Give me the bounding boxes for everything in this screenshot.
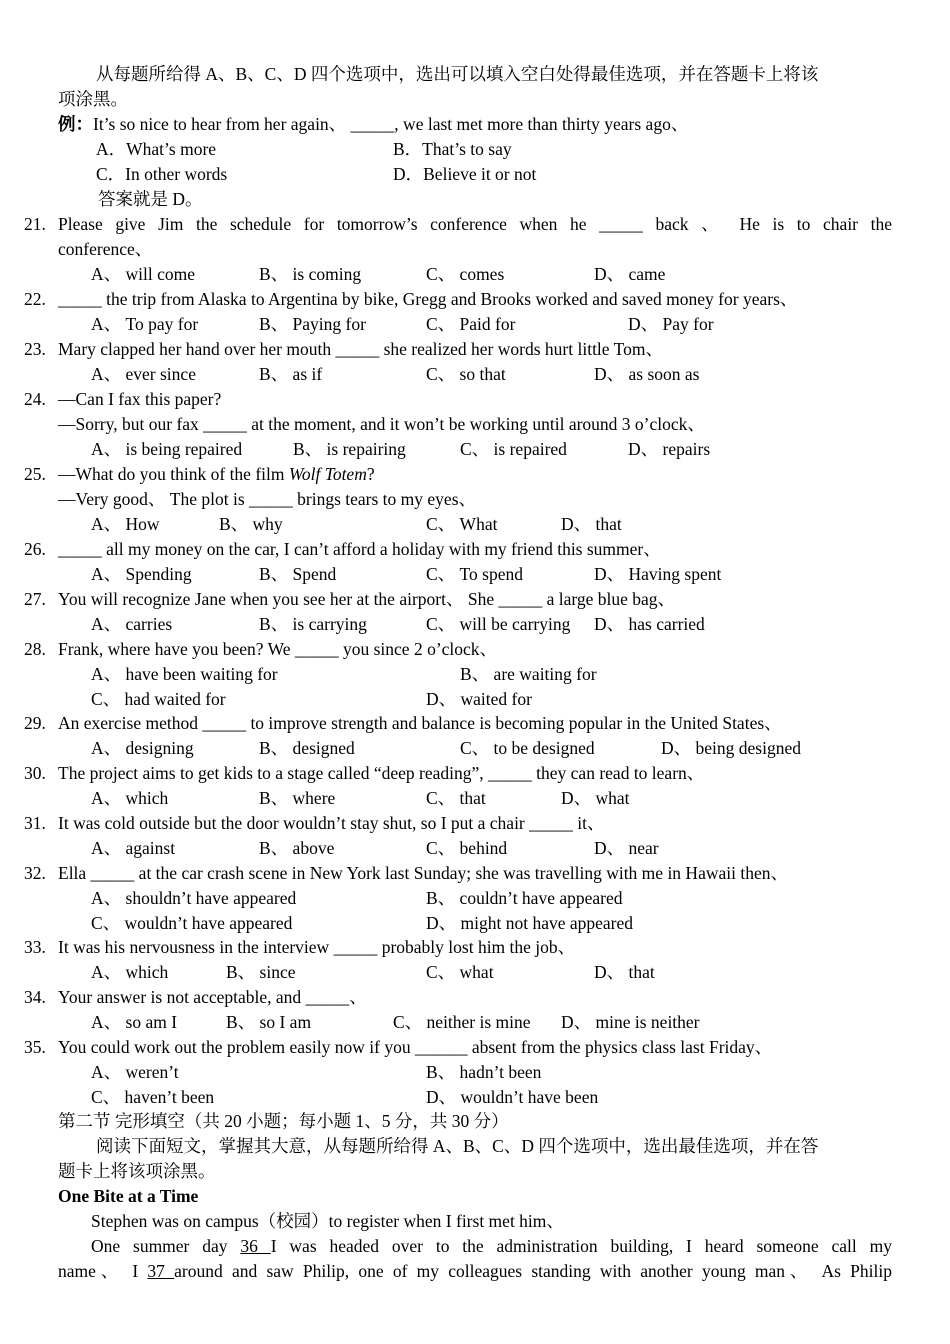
question-stem-cont: conference、 xyxy=(58,239,153,259)
option-b: B、 why xyxy=(219,514,283,534)
option-d: D、 Pay for xyxy=(628,314,714,334)
option-a: A、 shouldn’t have appeared xyxy=(91,888,297,908)
question-number: 31. xyxy=(24,813,46,833)
option-a: A、 have been waiting for xyxy=(91,664,278,684)
example-answer: 答案就是 D。 xyxy=(98,189,203,209)
question-stem: An exercise method _____ to improve strength and balance is becoming popular in the United States、 xyxy=(58,713,782,733)
option-b: B、 since xyxy=(226,962,296,982)
option-d: D、 waited for xyxy=(426,689,532,709)
option-a: A、 ever since xyxy=(91,364,196,384)
question-stem-cont: —Sorry, but our fax _____ at the moment, and it won’t be working until around 3 o’clock、 xyxy=(58,414,705,434)
passage-text: One summer day xyxy=(91,1236,228,1256)
question-number: 29. xyxy=(24,713,46,733)
passage-line-2 xyxy=(91,1234,892,1258)
option-b: B、 couldn’t have appeared xyxy=(426,888,623,908)
option-b: B、 hadn’t been xyxy=(426,1062,542,1082)
question-number: 35. xyxy=(24,1037,46,1057)
film-title: Wolf Totem xyxy=(288,464,367,484)
option-c: C、 will be carrying xyxy=(426,614,571,634)
option-b: B、 Paying for xyxy=(259,314,366,334)
option-a: A、 Spending xyxy=(91,564,192,584)
option-d: D、 wouldn’t have been xyxy=(426,1087,599,1107)
option-c: C、 Paid for xyxy=(426,314,516,334)
example-option-c: C．In other words xyxy=(96,164,228,184)
intro-line-2: 项涂黑。 xyxy=(58,89,128,109)
question-stem: Ella _____ at the car crash scene in New York last Sunday; she was travelling with me in Hawaii then、 xyxy=(58,863,788,883)
passage-text: name、 I xyxy=(58,1261,139,1281)
option-b: B、 is repairing xyxy=(293,439,406,459)
option-b: B、 is carrying xyxy=(259,614,367,634)
option-d: D、 near xyxy=(594,838,659,858)
section-heading: 第二节 完形填空（共 20 小题；每小题 1、5 分，共 30 分） xyxy=(58,1111,509,1131)
passage-text: around and saw Philip, one of my colleagues standing with another young man、 As Philip xyxy=(174,1261,892,1281)
option-d: D、 that xyxy=(594,962,655,982)
option-b: B、 designed xyxy=(259,738,355,758)
question-stem: You could work out the problem easily now if you ______ absent from the physics class last Friday、 xyxy=(58,1037,773,1057)
option-a: A、 which xyxy=(91,788,169,808)
option-b: B、 where xyxy=(259,788,336,808)
option-c: C、 behind xyxy=(426,838,508,858)
question-stem: Your answer is not acceptable, and _____、 xyxy=(58,987,367,1007)
question-number: 27. xyxy=(24,589,46,609)
question-stem xyxy=(58,462,375,486)
option-d: D、 repairs xyxy=(628,439,711,459)
option-a: A、 which xyxy=(91,962,169,982)
option-d: D、 might not have appeared xyxy=(426,913,634,933)
option-c: C、 so that xyxy=(426,364,506,384)
question-number: 34. xyxy=(24,987,46,1007)
option-c: C、 neither is mine xyxy=(393,1012,531,1032)
option-b: B、 are waiting for xyxy=(460,664,597,684)
question-stem: The project aims to get kids to a stage called “deep reading”, _____ they can read to learn、 xyxy=(58,763,705,783)
option-a: A、 against xyxy=(91,838,176,858)
question-number: 22. xyxy=(24,289,46,309)
blank-37: 37 xyxy=(147,1261,175,1281)
intro-line-1: 从每题所给得 A、B、C、D 四个选项中，选出可以填入空白处得最佳选项，并在答题卡上将该 xyxy=(96,64,819,84)
example-option-d: D．Believe it or not xyxy=(393,164,537,184)
section-instructions-1: 阅读下面短文，掌握其大意，从每题所给得 A、B、C、D 四个选项中，选出最佳选项，并在答 xyxy=(96,1136,819,1156)
option-d: D、 what xyxy=(561,788,630,808)
example-label: 例： xyxy=(58,114,93,134)
option-c: C、 To spend xyxy=(426,564,523,584)
passage-text: I was headed over to the administration building, I heard someone call my xyxy=(270,1236,892,1256)
option-a: A、 How xyxy=(91,514,160,534)
question-number: 30. xyxy=(24,763,46,783)
stem-text: —What do you think of the film xyxy=(58,464,289,484)
example-option-a: A．What’s more xyxy=(96,139,217,159)
option-d: D、 Having spent xyxy=(594,564,722,584)
example-text: It’s so nice to hear from her again、 _____, we last met more than thirty years ago、 xyxy=(93,114,689,134)
passage-title: One Bite at a Time xyxy=(58,1186,199,1206)
passage-paragraph-1: Stephen was on campus（校园）to register when I first met him、 xyxy=(91,1211,564,1231)
example-option-b: B．That’s to say xyxy=(393,139,512,159)
question-stem: _____ all my money on the car, I can’t afford a holiday with my friend this summer、 xyxy=(58,539,661,559)
question-stem: It was cold outside but the door wouldn’t stay shut, so I put a chair _____ it、 xyxy=(58,813,605,833)
question-stem: Mary clapped her hand over her mouth _____ she realized her words hurt little Tom、 xyxy=(58,339,663,359)
option-a: A、 To pay for xyxy=(91,314,199,334)
option-c: C、 had waited for xyxy=(91,689,226,709)
option-c: C、 that xyxy=(426,788,486,808)
question-stem-cont: —Very good、 The plot is _____ brings tears to my eyes、 xyxy=(58,489,477,509)
option-b: B、 Spend xyxy=(259,564,337,584)
option-c: C、 what xyxy=(426,962,494,982)
question-number: 28. xyxy=(24,639,46,659)
option-a: A、 designing xyxy=(91,738,194,758)
stem-text: ? xyxy=(366,464,375,484)
question-stem: You will recognize Jane when you see her at the airport、 She _____ a large blue bag、 xyxy=(58,589,676,609)
option-d: D、 as soon as xyxy=(594,364,700,384)
option-a: A、 weren’t xyxy=(91,1062,179,1082)
option-d: D、 being designed xyxy=(661,738,801,758)
example-stem xyxy=(58,112,688,136)
option-b: B、 so I am xyxy=(226,1012,312,1032)
question-stem: Please give Jim the schedule for tomorrow’s conference when he _____ back 、 He is to chair the xyxy=(58,214,892,234)
option-d: D、 that xyxy=(561,514,622,534)
passage-line-3 xyxy=(58,1259,892,1283)
option-b: B、 above xyxy=(259,838,335,858)
option-c: C、 to be designed xyxy=(460,738,595,758)
option-c: C、 wouldn’t have appeared xyxy=(91,913,293,933)
option-c: C、 haven’t been xyxy=(91,1087,215,1107)
option-a: A、 will come xyxy=(91,264,196,284)
option-b: B、 as if xyxy=(259,364,323,384)
question-stem: It was his nervousness in the interview _____ probably lost him the job、 xyxy=(58,937,576,957)
question-number: 21. xyxy=(24,214,46,234)
question-number: 25. xyxy=(24,464,46,484)
option-b: B、 is coming xyxy=(259,264,362,284)
option-c: C、 comes xyxy=(426,264,505,284)
blank-36: 36 xyxy=(240,1236,271,1256)
option-a: A、 is being repaired xyxy=(91,439,243,459)
question-number: 32. xyxy=(24,863,46,883)
option-d: D、 came xyxy=(594,264,666,284)
option-c: C、 is repaired xyxy=(460,439,567,459)
option-d: D、 has carried xyxy=(594,614,705,634)
question-number: 33. xyxy=(24,937,46,957)
option-c: C、 What xyxy=(426,514,498,534)
question-stem: _____ the trip from Alaska to Argentina by bike, Gregg and Brooks worked and saved money for years、 xyxy=(58,289,798,309)
question-number: 24. xyxy=(24,389,46,409)
question-number: 26. xyxy=(24,539,46,559)
question-number: 23. xyxy=(24,339,46,359)
question-stem: Frank, where have you been? We _____ you since 2 o’clock、 xyxy=(58,639,498,659)
option-d: D、 mine is neither xyxy=(561,1012,700,1032)
question-stem: —Can I fax this paper? xyxy=(58,389,222,409)
option-a: A、 so am I xyxy=(91,1012,178,1032)
section-instructions-2: 题卡上将该项涂黑。 xyxy=(58,1161,216,1181)
option-a: A、 carries xyxy=(91,614,173,634)
